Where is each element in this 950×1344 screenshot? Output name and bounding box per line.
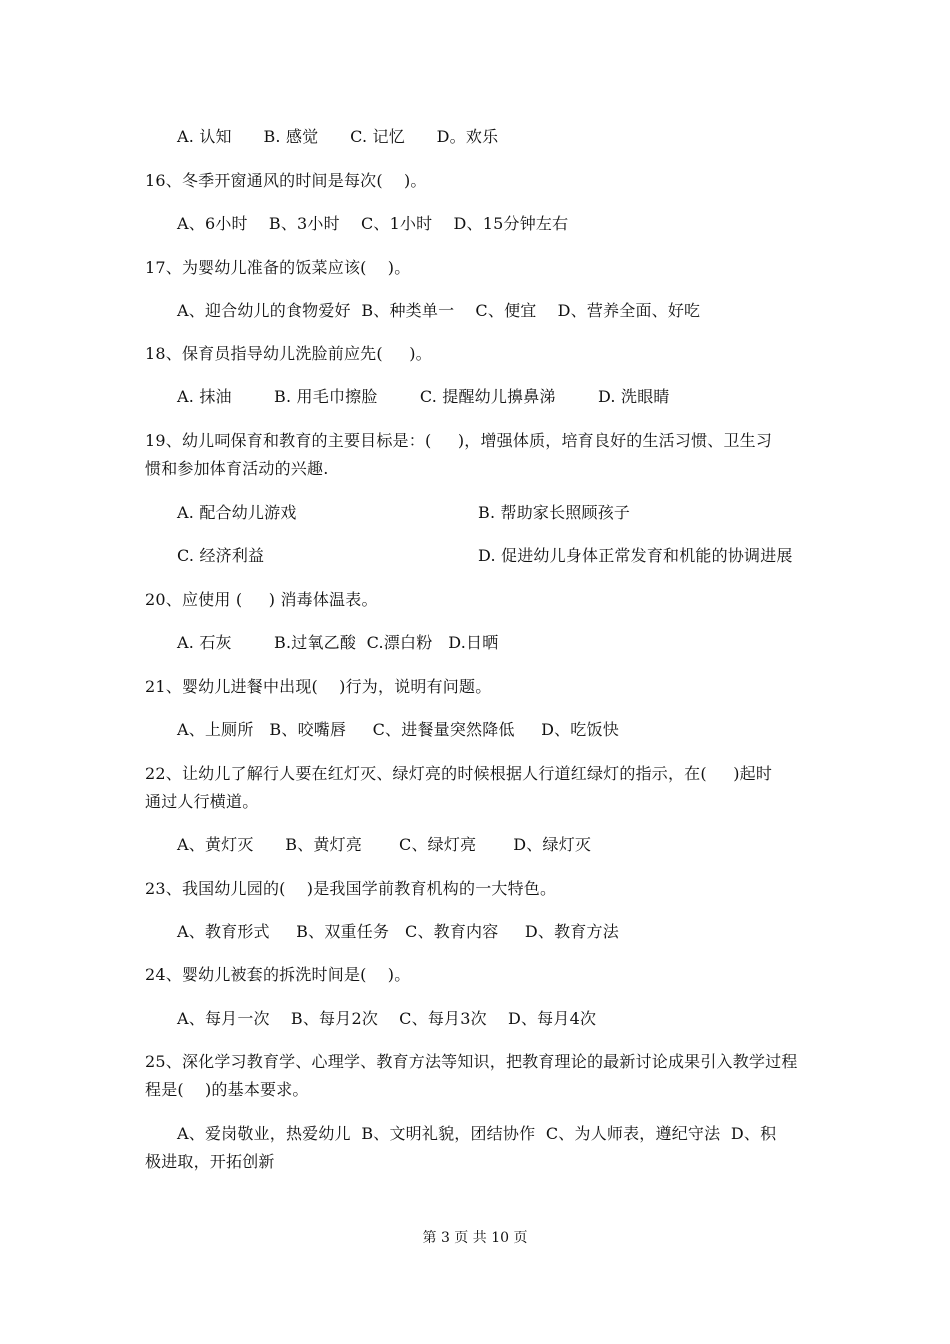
- question-25-line-1: 25、深化学习教育学、心理学、教育方法等知识，把教育理论的最新讨论成果引入教学过程: [145, 1052, 798, 1071]
- option-line-q25-1: A、爱岗敬业，热爱幼儿 B、文明礼貌，团结协作 C、为人师表，遵纪守法 D、积: [177, 1124, 777, 1143]
- option-19-b: B. 帮助家长照顾孩子: [478, 503, 631, 522]
- question-20: 20、应使用 ( ) 消毒体温表。: [145, 590, 378, 609]
- option-line-q17: A、迎合幼儿的食物爱好 B、种类单一 C、便宜 D、营养全面、好吃: [177, 301, 701, 320]
- option-line-q25-2: 极进取，开拓创新: [145, 1152, 275, 1171]
- question-16: 16、冬季开窗通风的时间是每次( )。: [145, 171, 427, 190]
- option-line-q15: A. 认知 B. 感觉 C. 记忆 D。欢乐: [177, 127, 499, 146]
- question-19-line-1: 19、幼儿呞保育和教育的主要目标是：( )，增强体质，培育良好的生活习惯、卫生习: [145, 431, 773, 450]
- option-19-d: D. 促进幼儿身体正常发育和机能的协调进展: [478, 546, 793, 565]
- question-19-line-2: 惯和参加体育活动的兴趣.: [145, 459, 329, 478]
- option-line-q23: A、教育形式 B、双重任务 C、教育内容 D、教育方法: [177, 922, 619, 941]
- option-line-q24: A、每月一次 B、每月2次 C、每月3次 D、每月4次: [177, 1009, 597, 1028]
- option-line-q18: A. 抹油 B. 用毛巾擦脸 C. 提醒幼儿擤鼻涕 D. 洗眼睛: [177, 387, 670, 406]
- option-line-q20: A. 石灰 B.过氧乙酸 C.漂白粉 D.日晒: [177, 633, 499, 652]
- option-line-q16: A、6小时 B、3小时 C、1小时 D、15分钟左右: [177, 214, 569, 233]
- question-21: 21、婴幼儿进餐中出现( )行为，说明有问题。: [145, 677, 492, 696]
- question-18: 18、保育员指导幼儿洗脸前应先( )。: [145, 344, 432, 363]
- question-22-line-1: 22、让幼儿了解行人要在红灯灭、绿灯亮的时候根据人行道红绿灯的指示，在( )起时: [145, 764, 773, 783]
- question-25-line-2: 程是( )的基本要求。: [145, 1080, 309, 1099]
- question-24: 24、婴幼儿被套的拆洗时间是( )。: [145, 965, 411, 984]
- option-line-q21: A、上厕所 B、咬嘴唇 C、进餐量突然降低 D、吃饭快: [177, 720, 619, 739]
- question-17: 17、为婴幼儿准备的饭菜应该( )。: [145, 258, 411, 277]
- option-19-c: C. 经济利益: [177, 546, 265, 565]
- page-number-footer: 第 3 页 共 10 页: [422, 1230, 528, 1246]
- question-22-line-2: 通过人行横道。: [145, 792, 259, 811]
- question-23: 23、我国幼儿园的( )是我国学前教育机构的一大特色。: [145, 879, 557, 898]
- option-19-a: A. 配合幼儿游戏: [177, 503, 297, 522]
- option-line-q22: A、黄灯灭 B、黄灯亮 C、绿灯亮 D、绿灯灭: [177, 835, 592, 854]
